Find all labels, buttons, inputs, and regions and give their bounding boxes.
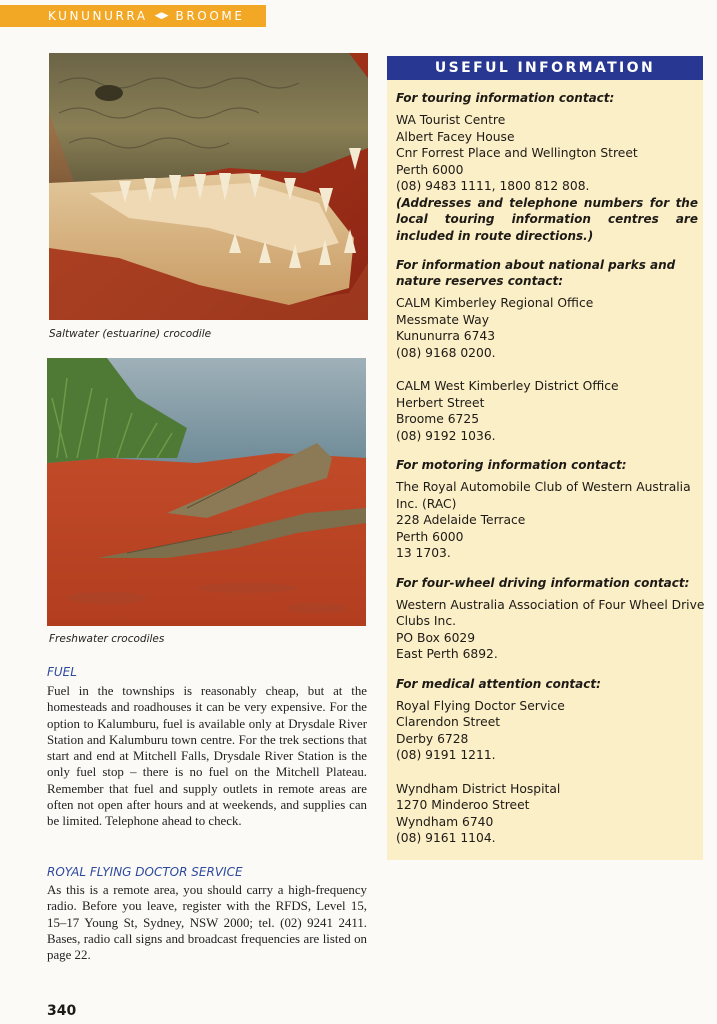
chapter-tab xyxy=(0,5,266,27)
touring-heading: For touring information contact: xyxy=(396,91,615,105)
medical-heading: For medical attention contact: xyxy=(396,676,601,691)
touring-line: WA Tourist Centre xyxy=(396,113,506,127)
motoring-line: Inc. (RAC) xyxy=(396,496,457,511)
fourwd-section xyxy=(396,575,705,663)
touring-line: Albert Facey House xyxy=(396,129,515,144)
medical-office1-line: Royal Flying Doctor Service xyxy=(396,698,565,713)
rfds-heading: ROYAL FLYING DOCTOR SERVICE xyxy=(47,865,243,879)
rfds-paragraph: As this is a remote area, you should carry a high-frequency radio. Before you leave, register with the RFDS, Level 15, 15–17 Young St, Sydney, NSW 2000; tel. (02) 9241 2411. Bases, radio call signs and broadcast frequencies are listed on page 22. xyxy=(47,883,367,963)
touring-line: Cnr Forrest Place and Wellington Street xyxy=(396,146,638,160)
touring-note: (Addresses and telephone numbers for the local touring information centres are included in route directions.) xyxy=(396,195,698,243)
page-number: 340 xyxy=(47,1003,77,1019)
fuel-paragraph: Fuel in the townships is reasonably cheap, but at the homesteads and roadhouses it can be very expensive. For the option to Kalumburu, fuel is available only at Drysdale River Station and Kalumburu town centre. For the trek sections that start and end at Mitchell Falls, Drysdale River Station is the only fuel stop – there is no fuel on the Mitchell Plateau. Remember that fuel and supply outlets in remote areas are often not open after hours and at weekends, and supplies can be limited. Telephone ahead to check. xyxy=(47,684,367,829)
medical-section xyxy=(396,676,698,847)
medical-office2-line: Wyndham District Hospital xyxy=(396,781,561,796)
tab-left-town: KUNUNURRA xyxy=(48,9,148,23)
parks-heading: For information about national parks and nature reserves contact: xyxy=(396,258,676,288)
info-box-title: USEFUL INFORMATION xyxy=(387,56,703,80)
direction-arrows-icon: ◀▶ xyxy=(154,11,169,21)
tab-right-town: BROOME xyxy=(175,9,245,23)
parks-office1-line: Messmate Way xyxy=(396,312,489,327)
motoring-line: The Royal Automobile Club of Western Australia xyxy=(396,480,691,494)
motoring-line: Perth 6000 xyxy=(396,529,464,544)
fourwd-line: Clubs Inc. xyxy=(396,614,457,628)
motoring-line: 13 1703. xyxy=(396,546,451,560)
fuel-heading: FUEL xyxy=(47,665,77,679)
parks-section xyxy=(396,257,698,444)
parks-office1-line: CALM Kimberley Regional Office xyxy=(396,296,594,310)
photo2-caption: Freshwater crocodiles xyxy=(49,633,165,645)
fourwd-line: East Perth 6892. xyxy=(396,647,498,661)
motoring-section xyxy=(396,457,698,562)
fourwd-line: Western Australia Association of Four Wheel Drive xyxy=(396,597,705,612)
saltwater-crocodile-photo xyxy=(49,53,368,320)
motoring-heading: For motoring information contact: xyxy=(396,458,627,472)
fourwd-line: PO Box 6029 xyxy=(396,630,476,645)
freshwater-crocodiles-photo xyxy=(47,358,366,626)
touring-line: Perth 6000 xyxy=(396,162,464,177)
parks-office2-line: Broome 6725 xyxy=(396,412,480,426)
parks-office2-line: CALM West Kimberley District Office xyxy=(396,379,619,393)
medical-office2-line: 1270 Minderoo Street xyxy=(396,798,530,812)
medical-office2-line: Wyndham 6740 xyxy=(396,814,494,829)
parks-office2-line: (08) 9192 1036. xyxy=(396,428,496,443)
fourwd-heading: For four-wheel driving information contact: xyxy=(396,575,690,590)
photo1-caption: Saltwater (estuarine) crocodile xyxy=(49,328,212,340)
medical-office1-line: Derby 6728 xyxy=(396,731,469,746)
touring-line: (08) 9483 1111, 1800 812 808. xyxy=(396,179,590,193)
useful-information-box xyxy=(387,56,703,860)
medical-office1-line: Clarendon Street xyxy=(396,715,501,729)
parks-office2-line: Herbert Street xyxy=(396,395,485,410)
parks-office1-line: Kununurra 6743 xyxy=(396,329,496,343)
medical-office1-line: (08) 9191 1211. xyxy=(396,748,496,762)
parks-office1-line: (08) 9168 0200. xyxy=(396,345,496,360)
touring-section xyxy=(396,90,698,244)
motoring-line: 228 Adelaide Terrace xyxy=(396,513,526,527)
medical-office2-line: (08) 9161 1104. xyxy=(396,831,496,845)
